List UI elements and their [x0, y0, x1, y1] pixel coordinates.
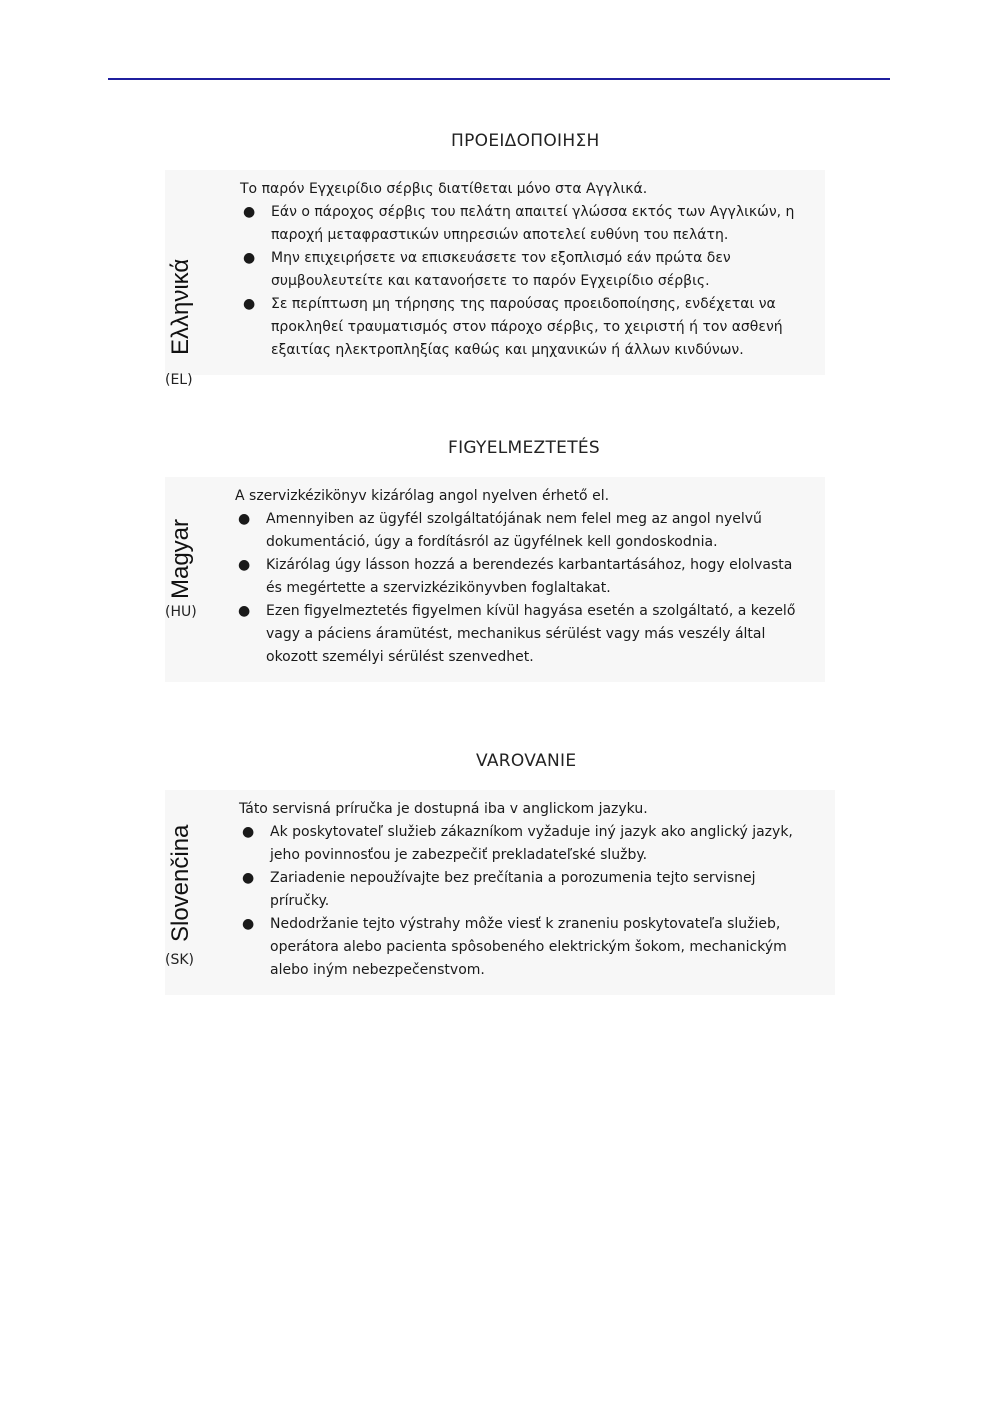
bullet-icon: ● [242, 870, 255, 886]
language-code: (HU) [165, 604, 197, 620]
bullet-icon: ● [238, 557, 251, 573]
language-column [165, 170, 201, 388]
language-name: Magyar [167, 518, 194, 599]
section-el [165, 125, 835, 388]
bullet-icon: ● [243, 296, 256, 312]
bullet-icon: ● [243, 204, 256, 220]
list-item: ● Ezen figyelmeztetés figyelmen kívül hagyása esetén a szolgáltató, a kezelő vagy a páciens áramütést, mechanikus sérülést vagy más veszély által okozott személyi sérülést szenvedhet. [235, 600, 795, 669]
bullet-icon: ● [242, 916, 255, 932]
list-item: ● Εάν ο πάροχος σέρβις του πελάτη απαιτεί γλώσσα εκτός των Αγγλικών, η παροχή μεταφραστικών υπηρεσιών αποτελεί ευθύνη του πελάτη. [240, 201, 794, 247]
section-sk [165, 745, 835, 995]
list-item: ● Nedodržanie tejto výstrahy môže viesť k zraneniu poskytovateľa služieb, operátora alebo pacienta spôsobeného elektrickým šokom, mechanickým alebo iným nebezpečenstvom. [239, 913, 793, 982]
section-intro: A szervizkézikönyv kizárólag angol nyelven érhető el. [235, 488, 610, 504]
bullet-list [239, 821, 793, 982]
bullet-list [240, 201, 794, 362]
section-hu [165, 432, 835, 682]
language-code: (EL) [165, 372, 193, 388]
bullet-icon: ● [242, 824, 255, 840]
language-name: Ελληνικά [167, 258, 194, 355]
list-item: ● Μην επιχειρήσετε να επισκευάσετε τον εξοπλισμό εάν πρώτα δεν συμβουλευτείτε και κατανοήσετε το παρόν Εγχειρίδιο σέρβις. [240, 247, 794, 293]
section-heading: FIGYELMEZTETÉS [448, 438, 601, 458]
section-intro: Το παρόν Εγχειρίδιο σέρβις διατίθεται μόνο στα Αγγλικά. [240, 181, 648, 197]
section-heading: VAROVANIE [476, 751, 577, 771]
language-name: Slovenčina [167, 824, 194, 942]
list-item: ● Kizárólag úgy lásson hozzá a berendezés karbantartásához, hogy elolvasta és megértette a szervizkézikönyvben foglaltakat. [235, 554, 795, 600]
bullet-list [235, 508, 795, 669]
top-rule [108, 78, 890, 80]
section-intro: Táto servisná príručka je dostupná iba v anglickom jazyku. [239, 801, 648, 817]
list-item: ● Zariadenie nepoužívajte bez prečítania a porozumenia tejto servisnej príručky. [239, 867, 793, 913]
list-item: ● Amennyiben az ügyfél szolgáltatójának nem felel meg az angol nyelvű dokumentáció, úgy a fordításról az ügyfélnek kell gondoskodnia. [235, 508, 795, 554]
bullet-icon: ● [238, 603, 251, 619]
list-item: ● Σε περίπτωση μη τήρησης της παρούσας προειδοποίησης, ενδέχεται να προκληθεί τραυματισμός στον πάροχο σέρβις, το χειριστή ή τον ασθενή εξαιτίας ηλεκτροπληξίας καθώς και μηχανικών ή άλλων κινδύνων. [240, 293, 794, 362]
section-heading: ΠΡΟΕΙΔΟΠΟΙΗΣΗ [451, 131, 600, 151]
bullet-icon: ● [238, 511, 251, 527]
bullet-icon: ● [243, 250, 256, 266]
language-column [165, 477, 201, 682]
list-item: ● Ak poskytovateľ služieb zákazníkom vyžaduje iný jazyk ako anglický jazyk, jeho povinnosťou je zabezpečiť prekladateľské služby. [239, 821, 793, 867]
language-column [165, 790, 201, 995]
language-code: (SK) [165, 952, 194, 968]
